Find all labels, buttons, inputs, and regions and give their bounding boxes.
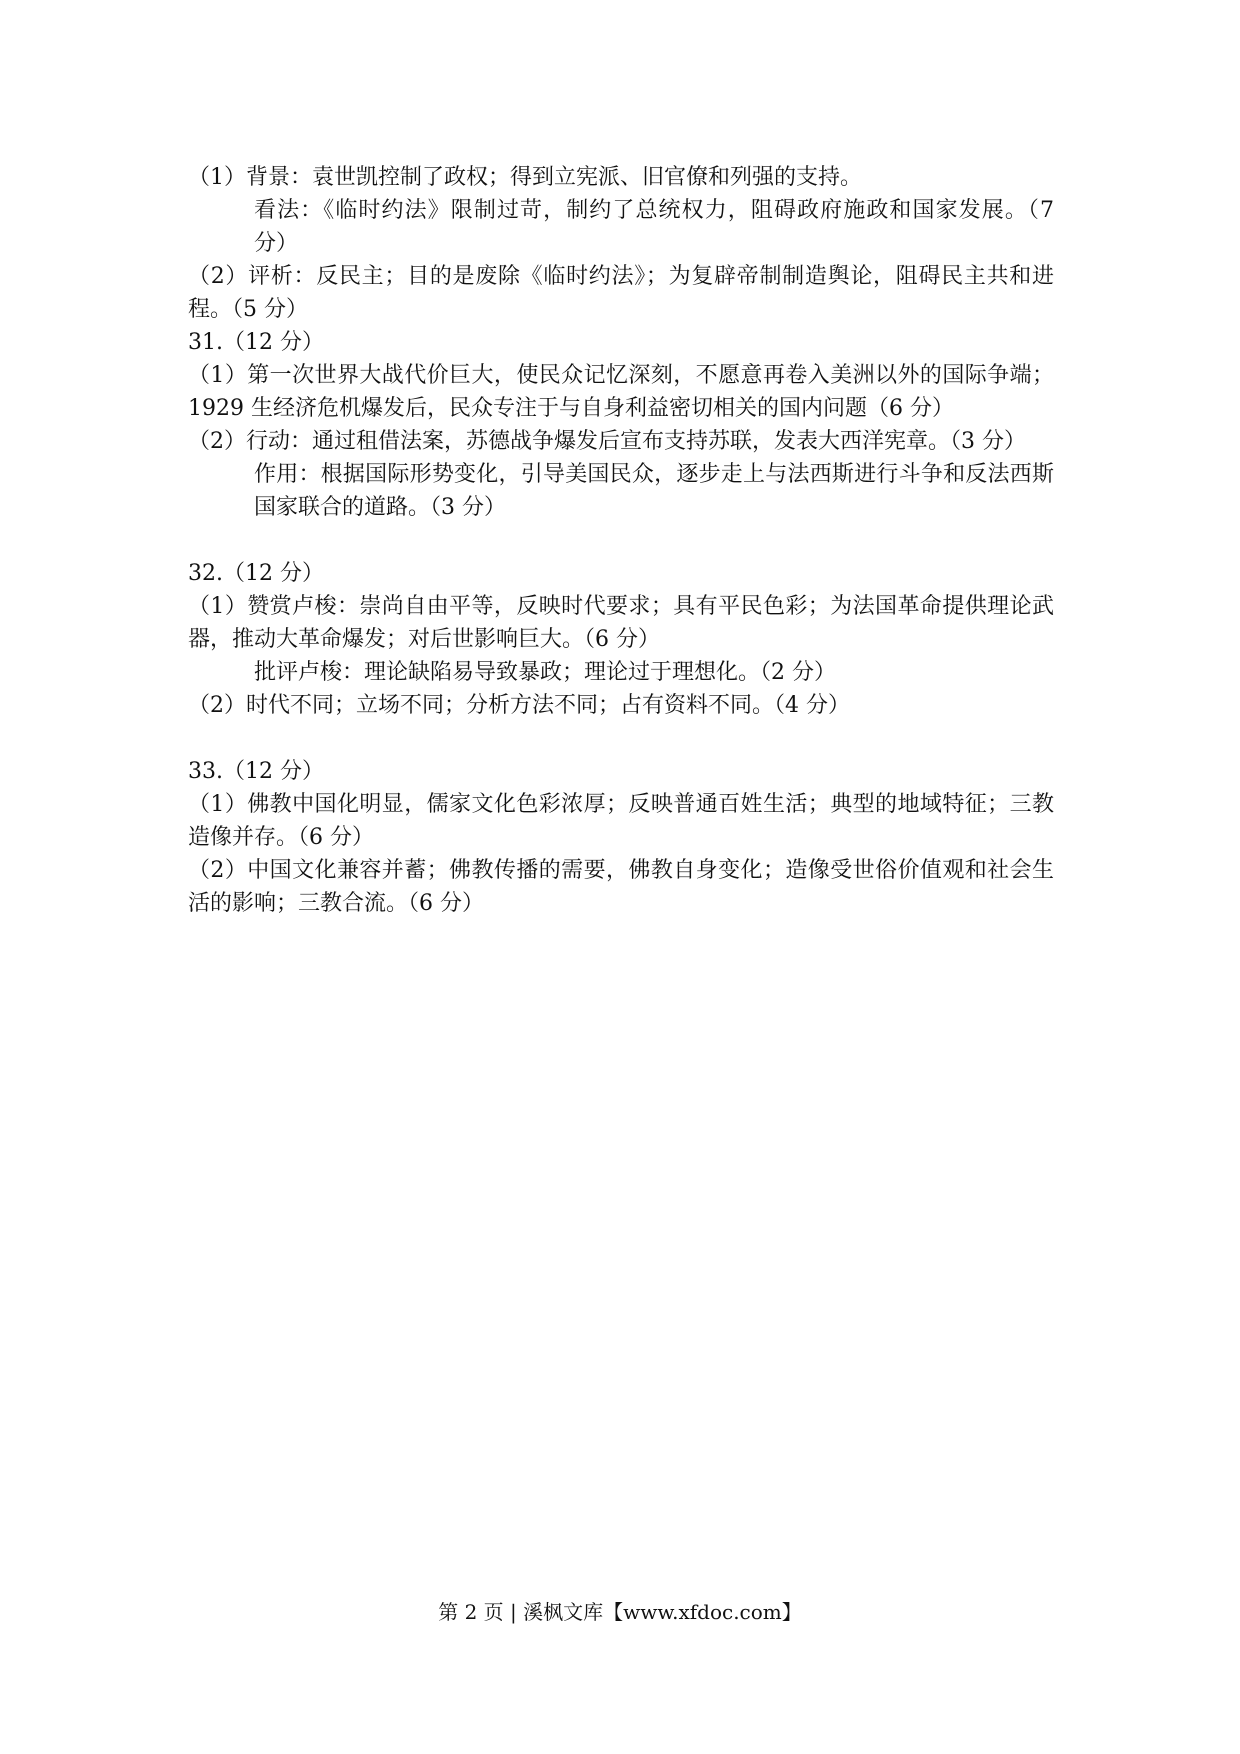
answer-31-part1: （1）第一次世界大战代价巨大，使民众记忆深刻，不愿意再卷入美洲以外的国际争端；1929 生经济危机爆发后，民众专注于与自身利益密切相关的国内问题（6 分） xyxy=(188,363,1054,421)
page-footer: 第 2 页 | 溪枫文库【www.xfdoc.com】 xyxy=(438,1600,802,1624)
answer-31-heading: 31.（12 分） xyxy=(188,330,324,355)
answer-30-continued xyxy=(188,161,1054,326)
answer-33-heading: 33.（12 分） xyxy=(188,759,324,784)
answer-33-part1: （1）佛教中国化明显，儒家文化色彩浓厚；反映普通百姓生活；典型的地域特征；三教造像并存。（6 分） xyxy=(188,792,1054,850)
answer-32-part2: （2）时代不同；立场不同；分析方法不同；占有资料不同。（4 分） xyxy=(188,693,850,718)
answer-32 xyxy=(188,557,1054,722)
answer-30-part1-view: 看法：《临时约法》限制过苛，制约了总统权力，阻碍政府施政和国家发展。（7 分） xyxy=(254,198,1054,256)
answer-content xyxy=(188,161,1054,920)
answer-32-part1-praise: （1）赞赏卢梭：崇尚自由平等，反映时代要求；具有平民色彩；为法国革命提供理论武器，推动大革命爆发；对后世影响巨大。（6 分） xyxy=(188,594,1054,652)
section-gap xyxy=(188,722,1054,755)
answer-30-part1-background: （1）背景：袁世凯控制了政权；得到立宪派、旧官僚和列强的支持。 xyxy=(188,165,862,190)
answer-32-part1-criticism: 批评卢梭：理论缺陷易导致暴政；理论过于理想化。（2 分） xyxy=(254,660,836,685)
answer-31-part2-actions: （2）行动：通过租借法案，苏德战争爆发后宣布支持苏联，发表大西洋宪章。（3 分） xyxy=(188,429,1026,454)
answer-31-part2-effect: 作用：根据国际形势变化，引导美国民众，逐步走上与法西斯进行斗争和反法西斯国家联合的道路。（3 分） xyxy=(254,462,1054,520)
section-gap xyxy=(188,524,1054,557)
answer-33-part2: （2）中国文化兼容并蓄；佛教传播的需要，佛教自身变化；造像受世俗价值观和社会生活的影响；三教合流。（6 分） xyxy=(188,858,1054,916)
answer-31 xyxy=(188,326,1054,524)
answer-33 xyxy=(188,755,1054,920)
answer-32-heading: 32.（12 分） xyxy=(188,561,324,586)
answer-30-part2-evaluation: （2）评析：反民主；目的是废除《临时约法》；为复辟帝制制造舆论，阻碍民主共和进程。（5 分） xyxy=(188,264,1054,322)
